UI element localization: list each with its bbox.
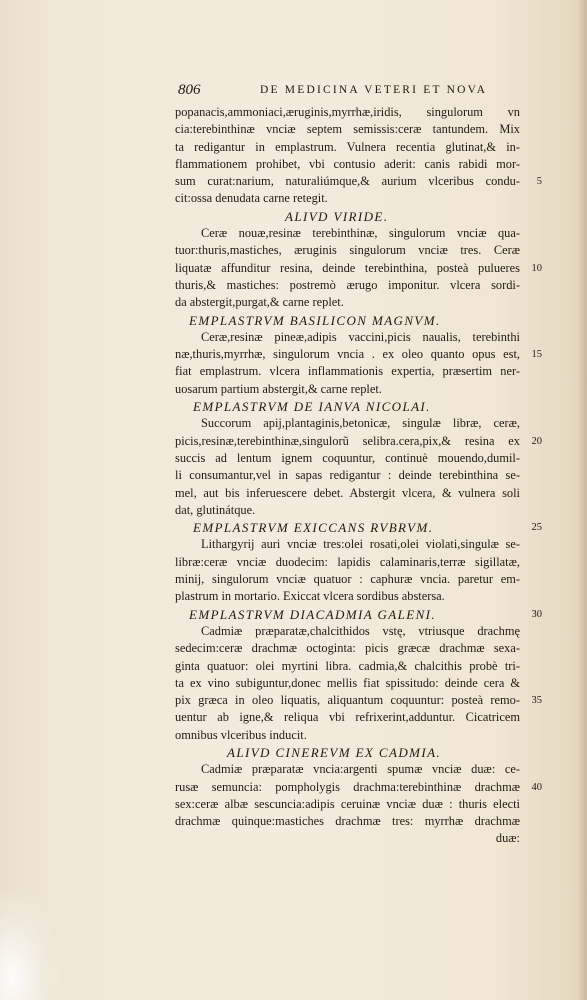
line-number-marker: 20 xyxy=(531,435,542,447)
text-line xyxy=(175,277,520,294)
page-number: 806 xyxy=(178,82,201,98)
running-title: DE MEDICINA VETERI ET NOVA xyxy=(260,84,488,96)
text-line-content: dat, glutinátque. xyxy=(175,502,256,517)
text-line-content: succis ad lentum ignem coquuntur, continuè mouendo,dumil- xyxy=(175,450,520,465)
paper-stain xyxy=(0,890,60,1000)
text-line xyxy=(175,225,520,242)
text-line-content: tuor:thuris,mastiches, æruginis singulorum vnciæ tres. Ceræ xyxy=(175,243,520,258)
text-line xyxy=(175,761,520,778)
text-line-content: liquatæ affunditur resina, deinde terebinthina, posteà pulueres xyxy=(175,260,520,275)
text-line-content: picis,resinæ,terebinthinæ,singulorũ selibra.cera,pix,& resina ex xyxy=(175,433,520,448)
text-line xyxy=(175,536,520,553)
text-line xyxy=(175,294,520,311)
text-line-content: ta redigantur in emplastrum. Vulnera recentia glutinat,& in- xyxy=(175,139,520,154)
section-heading-text: ALIVD VIRIDE. xyxy=(285,208,389,224)
text-line xyxy=(175,242,520,259)
text-line xyxy=(175,139,520,156)
text-line-content: ta ex vino subiguntur,donec mellis fiat spissitudo: deinde cera & xyxy=(175,675,520,690)
text-line xyxy=(175,346,542,363)
catchword-text: duæ: xyxy=(495,831,520,846)
text-line xyxy=(175,433,542,450)
text-line xyxy=(175,675,520,692)
section-heading-text: EMPLASTRVM BASILICON MAGNVM. xyxy=(189,312,441,328)
text-line-content: sedecim:ceræ drachmæ octoginta: picis græcæ drachmæ sexa- xyxy=(175,641,520,656)
text-line-content: Ceræ,resinæ pineæ,adipis vaccini,picis naualis, terebinthi xyxy=(201,329,520,344)
section-heading xyxy=(175,398,520,415)
text-line xyxy=(175,467,520,484)
text-line xyxy=(175,190,520,207)
text-line xyxy=(175,554,520,571)
line-number-marker: 25 xyxy=(531,522,542,534)
text-line-content: plastrum in mortario. Exiccat vlcera sordibus abstersa. xyxy=(175,589,445,604)
text-line xyxy=(175,363,520,380)
section-heading-text: EMPLASTRVM DIACADMIA GALENI. xyxy=(189,606,437,622)
text-line-content: næ,thuris,myrrhæ, singulorum vncia . ex oleo quanto opus est, xyxy=(175,347,520,362)
text-line-content: omnibus vlceribus inducit. xyxy=(175,727,307,742)
text-line xyxy=(175,104,520,121)
text-line-content: Cadmiæ præparatæ,chalcithidos vstę, vtriusque drachmę xyxy=(201,623,520,638)
text-line-content: cia:terebinthinæ vnciæ septem semissis:ceræ tantundem. Mix xyxy=(175,122,520,137)
line-number-marker: 40 xyxy=(531,781,542,793)
text-line xyxy=(175,415,520,432)
section-heading xyxy=(175,744,520,761)
text-line xyxy=(175,692,542,709)
text-line-content: Cadmiæ præparatæ vncia:argenti spumæ vnciæ duæ: ce- xyxy=(201,762,520,777)
text-line-content: sum curat:narium, naturaliúmque,& aurium vlceribus condu- xyxy=(175,174,520,189)
text-line-content: flammationem prohibet, vbi contusio aderit: canis rabidi mor- xyxy=(175,156,520,171)
text-line xyxy=(175,727,520,744)
text-line xyxy=(175,709,520,726)
text-line-content: drachmæ quinque:mastiches drachmæ tres: myrrhæ drachmæ xyxy=(175,814,520,829)
text-line-content: uosarum partium abstergit,& carne replet. xyxy=(175,381,382,396)
text-line-content: Succorum apij,plantaginis,betonicæ, singulæ libræ, ceræ, xyxy=(201,416,520,431)
text-line xyxy=(175,381,520,398)
text-line xyxy=(175,329,520,346)
text-line-content: li consumantur,vel in sapas redigantur : deinde terebinthina se- xyxy=(175,468,520,483)
text-line-content: da abstergit,purgat,& carne replet. xyxy=(175,295,344,310)
section-heading-text: ALIVD CINEREVM EX CADMIA. xyxy=(227,744,442,760)
text-line-content: Ceræ nouæ,resinæ terebinthinæ, singulorum vnciæ qua- xyxy=(201,226,520,241)
text-line xyxy=(175,571,520,588)
text-line xyxy=(175,450,520,467)
line-number-marker: 15 xyxy=(531,349,542,361)
text-line-content: pix græca in oleo liquatis, aliquantum coquuntur: posteà remo- xyxy=(175,693,520,708)
text-line-content: thuris,& mastiches: postremò ærugo imponitur. vlcera sordi- xyxy=(175,277,520,292)
text-line-content: sex:ceræ albæ sescuncia:adipis ceruinæ vnciæ duæ : thuris electi xyxy=(175,796,520,811)
text-line xyxy=(175,588,520,605)
line-number-marker: 10 xyxy=(531,262,542,274)
text-line-content: popanacis,ammoniaci,æruginis,myrrhæ,iridis, singulorum vn xyxy=(175,105,520,119)
page-header xyxy=(178,82,508,104)
line-number-marker: 35 xyxy=(531,695,542,707)
text-line-content: mel, aut bis inferuescere debet. Abstergit vlcera, & vulnera soli xyxy=(175,485,520,500)
text-line-content: Lithargyrij auri vnciæ tres:olei rosati,olei violati,singulæ se- xyxy=(201,537,520,552)
section-heading xyxy=(175,606,542,623)
text-line-content: ginta quatuor: olei myrtini libra. cadmia,& chalcithis probè tri- xyxy=(175,658,520,673)
catchword xyxy=(175,830,520,847)
text-line xyxy=(175,260,542,277)
line-number-marker: 5 xyxy=(536,176,542,188)
text-line-content: libræ:ceræ vnciæ duodecim: lapidis calaminaris,terræ sigillatæ, xyxy=(175,554,520,569)
text-line xyxy=(175,640,520,657)
page-edge-shadow xyxy=(577,0,587,1000)
text-line-content: uentur ab igne,& reliqua vbi refrixerint,adduntur. Cicatricem xyxy=(175,710,520,725)
text-line-content: rusæ semuncia: pompholygis drachma:terebinthinæ drachmæ xyxy=(175,779,520,794)
text-line-content: minij, singulorum vnciæ quatuor : caphuræ vncia. paretur em- xyxy=(175,572,520,587)
text-block xyxy=(175,104,542,848)
text-line xyxy=(175,813,520,830)
section-heading xyxy=(175,208,520,225)
section-heading-text: EMPLASTRVM EXICCANS RVBRVM. xyxy=(193,520,434,536)
text-line xyxy=(175,485,520,502)
text-line xyxy=(175,173,542,190)
section-heading-text: EMPLASTRVM DE IANVA NICOLAI. xyxy=(193,399,431,415)
text-line xyxy=(175,156,520,173)
line-number-marker: 30 xyxy=(531,608,542,620)
text-line xyxy=(175,658,520,675)
text-line xyxy=(175,502,520,519)
text-line xyxy=(175,779,542,796)
text-line xyxy=(175,121,520,138)
section-heading xyxy=(175,312,520,329)
text-line-content: cit:ossa denudata carne retegit. xyxy=(175,191,328,206)
section-heading xyxy=(175,519,542,536)
text-line xyxy=(175,796,520,813)
text-line-content: fiat emplastrum. vlcera inflammationis expertia, præsertim ner- xyxy=(175,364,520,379)
text-line xyxy=(175,623,520,640)
